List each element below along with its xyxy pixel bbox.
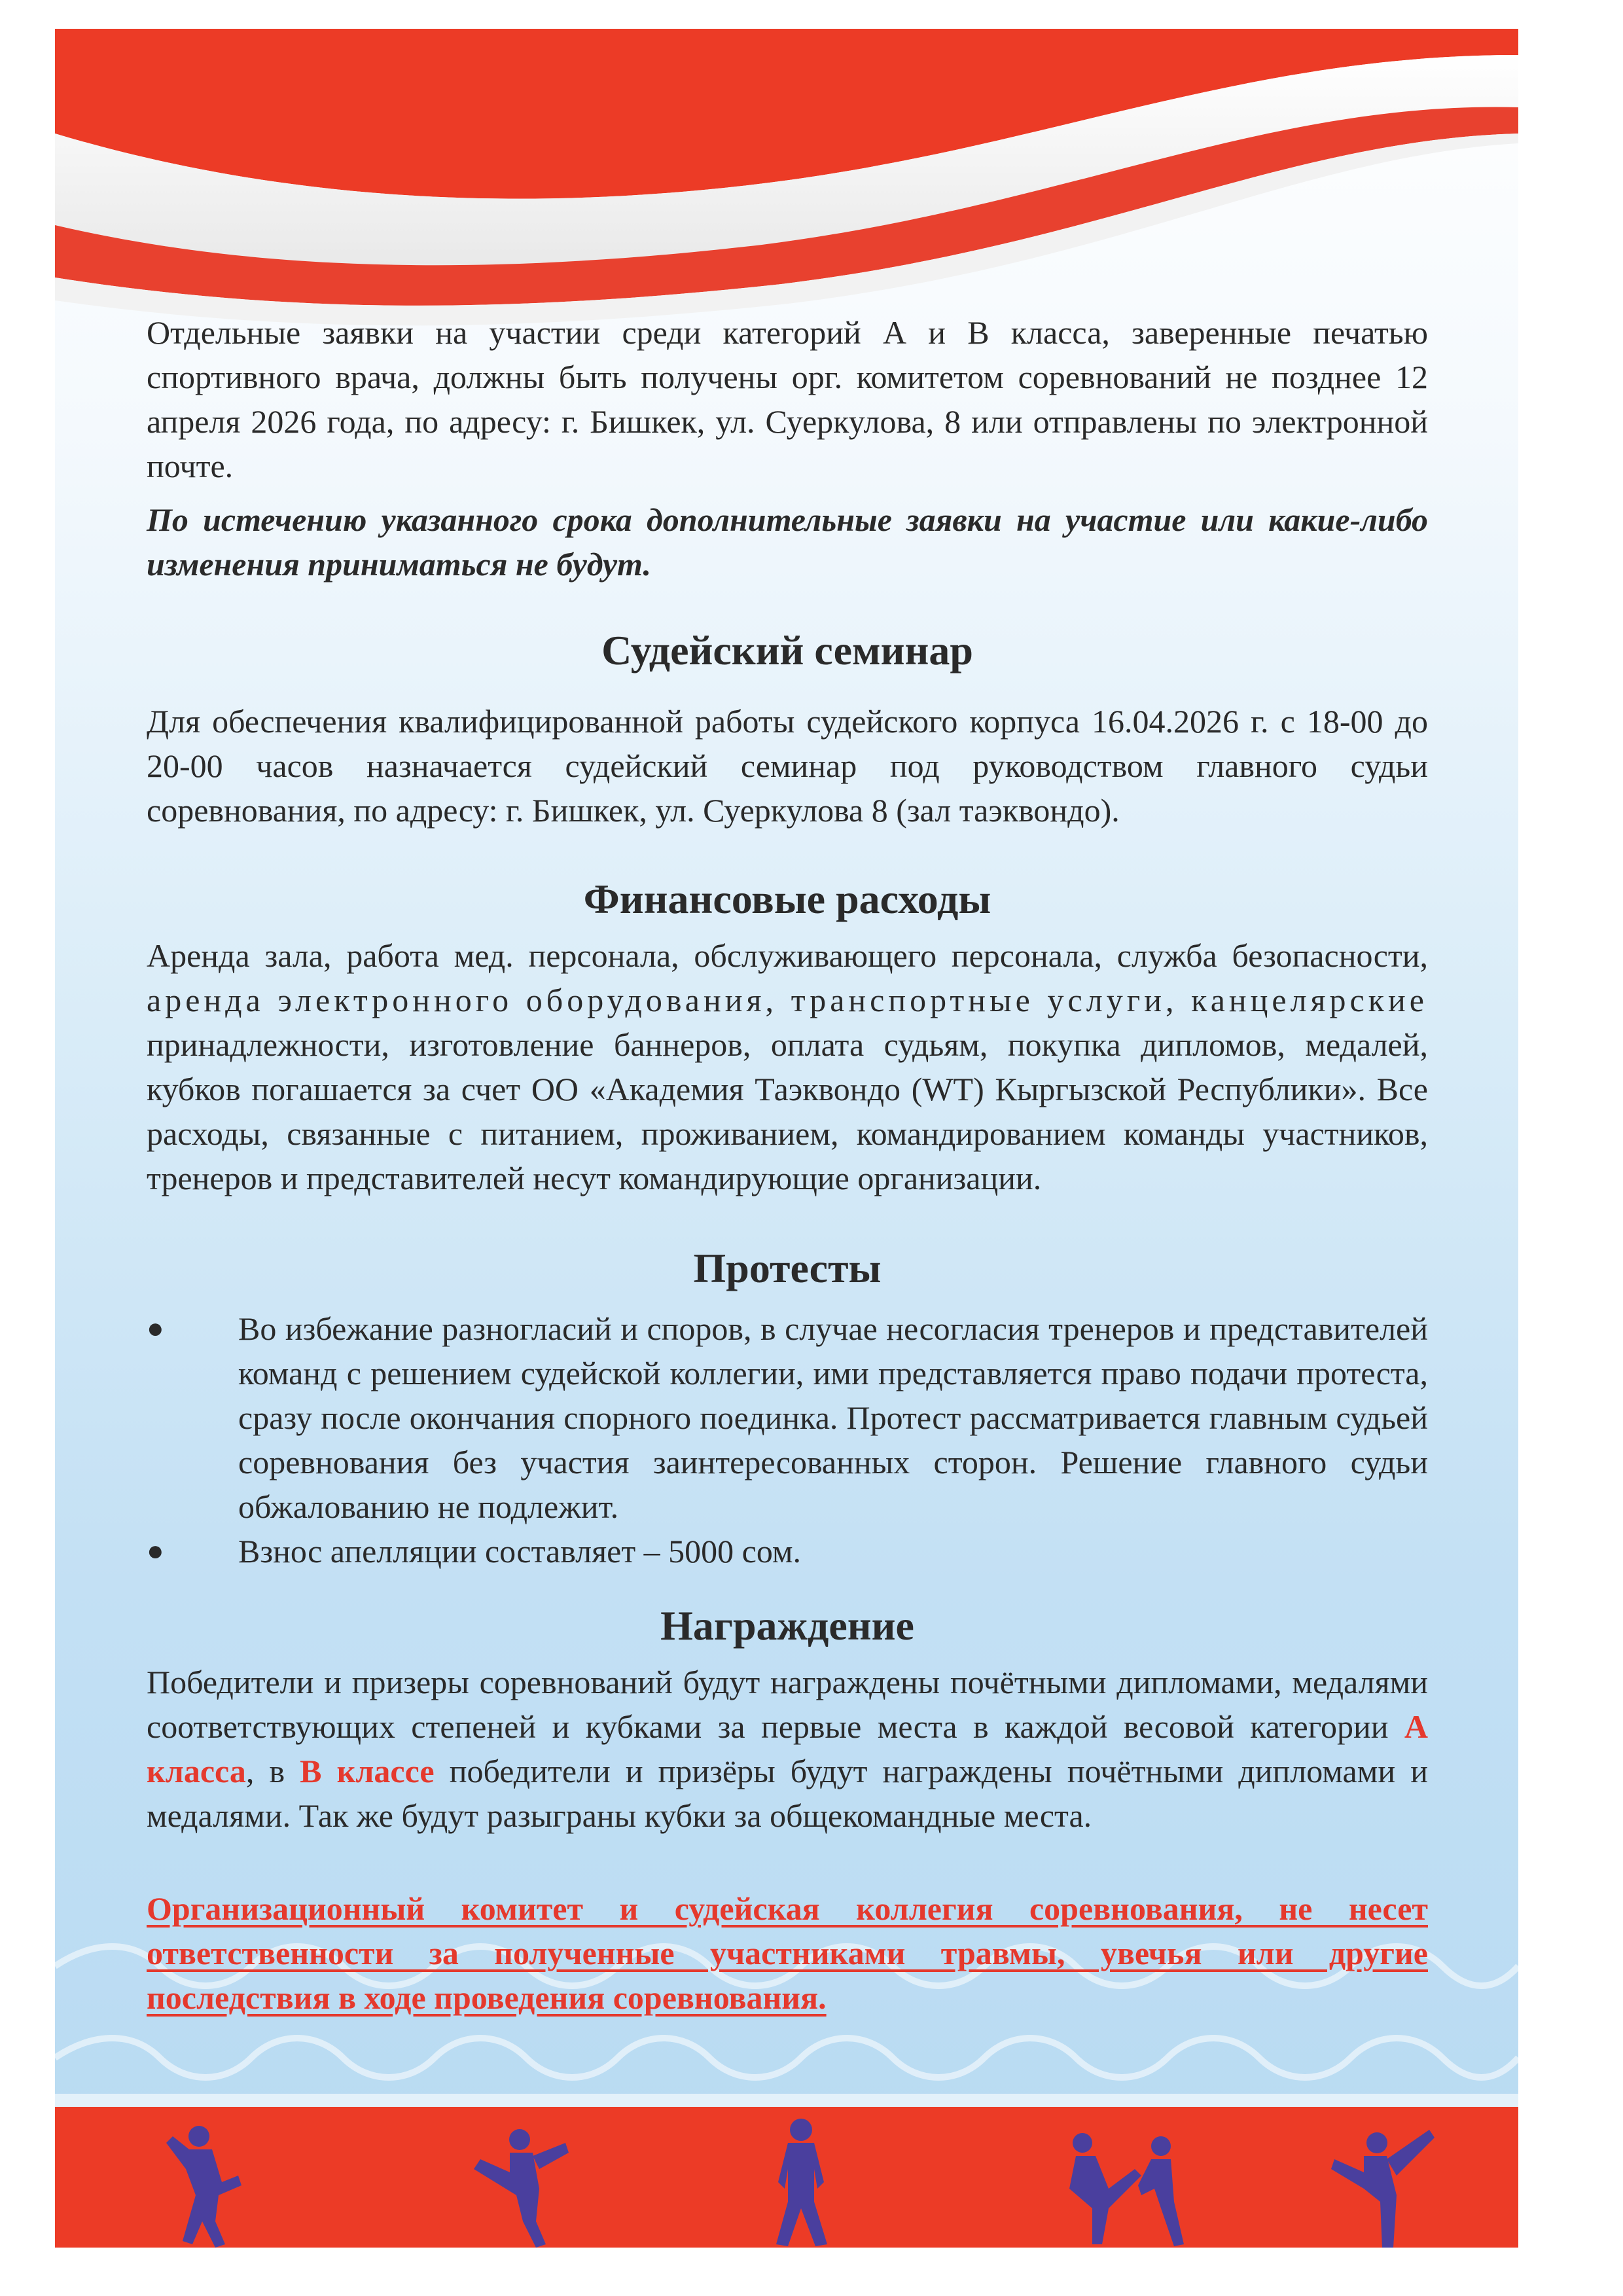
protest-text-1: Во избежание разногласий и споров, в случае несогласия тренеров и представителей команд с решением судейской коллегии, ими представляется право подачи протеста, сразу после окончания спорного поединка. Протест рассматривается главным судьей соревнования без участия заинтересованных сторон. Решение главного судьи обжалованию не подлежит. [238,1310,1428,1525]
awards-paragraph [147,1660,1428,1838]
finance-heading: Финансовые расходы [583,876,991,922]
document-body [147,310,1428,2020]
protest-item-2 [147,1529,1428,1573]
protest-item-1 [147,1306,1428,1529]
fighter-icon [474,2129,569,2248]
intro-paragraph: Отдельные заявки на участии среди категорий А и В класса, заверенные печатью спортивного врача, должны быть получены орг. комитетом соревнований не позднее 12 апреля 2026 года, по адресу: г. Бишкек, ул. Суеркулова, 8 или отправлены по электронной почте. [147,314,1428,484]
class-a-label: А класса [147,1708,1428,1789]
awards-heading: Награждение [660,1602,914,1649]
awards-text-2: , в [245,1753,300,1789]
finance-line-2: аренда электронного оборудования, транспортные услуги, канцелярские [147,982,1428,1018]
fighter-icon [776,2119,827,2246]
liability-warning: Организационный комитет и судейская коллегия соревнования, не несет ответственности за полученные участниками травмы, увечья или другие последствия в ходе проведения соревнования. [147,1890,1428,2016]
deadline-note: По истечению указанного срока дополнительные заявки на участие или какие-либо изменения приниматься не будут. [147,501,1428,583]
fighter-icon [166,2126,241,2248]
page-sheet [55,29,1518,2248]
protests-heading: Протесты [693,1245,882,1291]
finance-paragraph [147,933,1428,1200]
seminar-paragraph: Для обеспечения квалифицированной работы судейского корпуса 16.04.2026 г. с 18-00 до 20-00 часов назначается судейский семинар под руководством главного судьи соревнования, по адресу: г. Бишкек, ул. Суеркулова 8 (зал таэквондо). [147,703,1428,829]
awards-text-1: Победители и призеры соревнований будут награждены почётными дипломами, медалями соответствующих степеней и кубками за первые места в каждой весовой категории [147,1664,1428,1745]
top-wave-banner [55,29,1518,356]
bullet-icon: ● [147,1535,164,1567]
finance-rest: принадлежности, изготовление баннеров, оплата судьям, покупка дипломов, медалей, кубков погашается за счет ОО «Академия Таэквондо (WT) Кыргызской Республики». Все расходы, связанные с питанием, проживанием, командированием команды участников, тренеров и представителей несут командирующие организации. [147,1026,1428,1196]
fighter-icon [1331,2130,1435,2248]
fighter-icon [1069,2133,1184,2246]
seminar-heading: Судейский семинар [601,627,973,673]
bullet-icon: ● [147,1312,164,1344]
fighters-row [55,2117,1518,2248]
finance-line-1: Аренда зала, работа мед. персонала, обслуживающего персонала, служба безопасности, [147,937,1428,974]
protest-text-2: Взнос апелляции составляет – 5000 сом. [238,1533,802,1570]
class-b-label: В классе [300,1753,435,1789]
awards-text-3: победители и призёры будут награждены почётными дипломами и медалями. Так же будут разыграны кубки за общекомандные места. [147,1753,1428,1834]
